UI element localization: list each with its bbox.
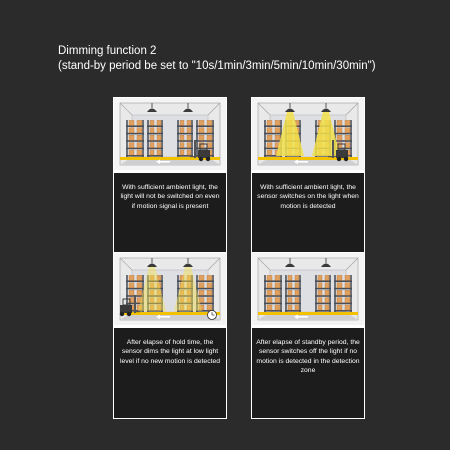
warehouse-scene-4 <box>252 253 364 325</box>
panel-1 <box>113 97 227 264</box>
floor-stripe <box>258 312 358 315</box>
panel-3 <box>113 252 227 419</box>
warehouse-scene-1 <box>114 98 226 170</box>
panel-caption-3: After elapse of hold time, the sensor dims the light at low light level if no new motion is detected <box>114 328 226 418</box>
panel-caption-2: With sufficient ambient light, the sensor switches on the light when motion is detected <box>252 173 364 263</box>
warehouse-illustration <box>252 98 364 170</box>
warehouse-scene-2 <box>252 98 364 170</box>
timer-clock-icon <box>208 311 217 320</box>
warehouse-illustration <box>114 98 226 170</box>
heading <box>58 44 376 74</box>
panel-4 <box>251 252 365 419</box>
warehouse-illustration <box>252 253 364 325</box>
warehouse-scene-3 <box>114 253 226 325</box>
panel-2 <box>251 97 365 264</box>
panel-caption-4: After elapse of standby period, the sensor switches off the light if no motion is detected in the detection zone <box>252 328 364 418</box>
page-title: Dimming function 2 <box>58 45 157 57</box>
warehouse-illustration <box>114 253 226 325</box>
page-subtitle: (stand-by period be set to "10s/1min/3min/5min/10min/30min") <box>58 60 376 72</box>
panel-caption-1: With sufficient ambient light, the light will not be switched on even if motion signal is present <box>114 173 226 263</box>
